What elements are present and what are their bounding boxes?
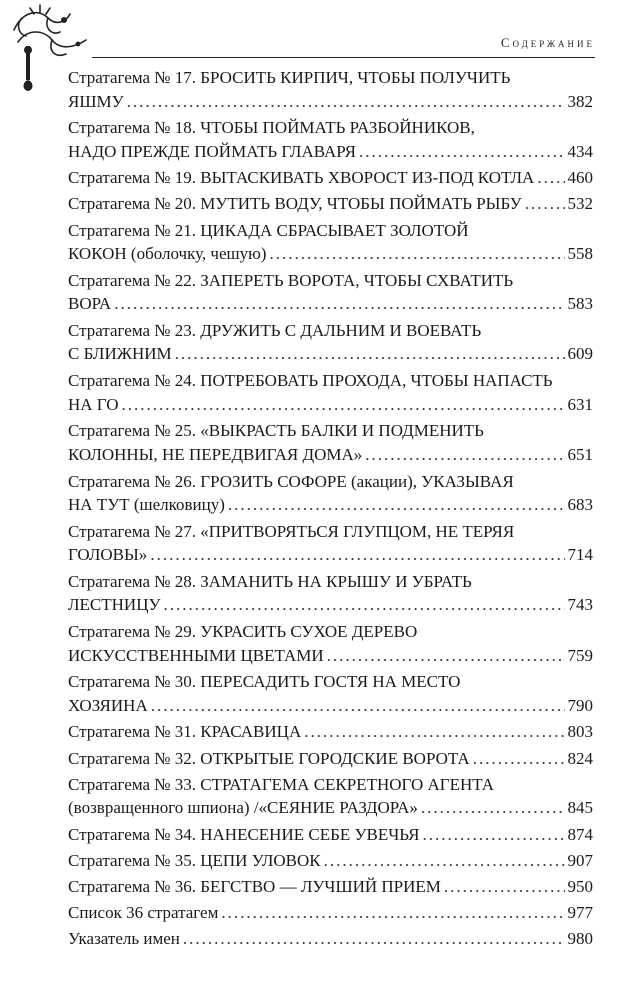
toc-page-number: 434 [567,141,593,161]
toc-entry-30[interactable] [68,670,593,717]
toc-entry-title: Стратагема № 26. ГРОЗИТЬ СОФОРЕ (акации), УКАЗЫВАЯ [68,471,514,491]
toc-page-number: 950 [567,877,593,896]
toc-page-number: 558 [567,244,593,264]
leader-dots [151,694,565,718]
toc-entry-28[interactable] [68,570,593,617]
toc-entry-26[interactable] [68,470,593,517]
toc-page-number: 874 [567,824,593,844]
toc-entry-32[interactable] [68,747,593,771]
leader-dots [183,927,565,951]
leader-dots [327,644,565,668]
toc-entry-25[interactable] [68,419,593,466]
toc-page-number: 460 [567,168,593,188]
toc-entry-title: Стратагема № 20. МУТИТЬ ВОДУ, ЧТОБЫ ПОЙМАТЬ РЫБУ [68,194,522,214]
leader-dots [473,747,565,771]
toc-entry-title: Стратагема № 32. ОТКРЫТЫЕ ГОРОДСКИЕ ВОРОТА [68,748,470,768]
toc-entry-title-continued: ИСКУССТВЕННЫМИ ЦВЕТАМИ [68,645,324,665]
toc-entry-title-continued: ВОРА [68,294,112,314]
toc-entry-34[interactable] [68,823,593,847]
toc-page-number: 583 [567,294,593,314]
toc-entry-24[interactable] [68,369,593,416]
toc-entry-23[interactable] [68,319,593,366]
toc-page-number: 382 [567,91,593,111]
toc-page-number: 907 [567,850,593,870]
toc-entry-22[interactable] [68,269,593,316]
toc-entry-18[interactable] [68,116,593,163]
toc-page-number: 977 [567,903,593,923]
toc-entry-35[interactable] [68,849,593,873]
toc-entry-21[interactable] [68,219,593,266]
toc-entry-list-of-stratagems[interactable] [68,901,593,925]
toc-entry-title: Стратагема № 25. «ВЫКРАСТЬ БАЛКИ И ПОДМЕНИТЬ [68,421,484,441]
toc-entry-title: Стратагема № 29. УКРАСИТЬ СУХОЕ ДЕРЕВО [68,622,418,642]
leader-dots [525,192,565,216]
table-of-contents [68,66,593,953]
toc-entry-title: Стратагема № 18. ЧТОБЫ ПОЙМАТЬ РАЗБОЙНИКОВ, [68,118,475,138]
leader-dots [221,901,564,925]
toc-page-number: 532 [567,194,593,214]
toc-page-number: 651 [567,444,593,464]
toc-entry-title-continued: ГОЛОВЫ» [68,545,148,565]
toc-entry-title-continued: ЛЕСТНИЦУ [68,595,161,615]
leader-dots [444,875,565,899]
toc-entry-19[interactable] [68,166,593,190]
leader-dots [127,90,565,114]
leader-dots [164,593,565,617]
toc-entry-33[interactable] [68,773,593,820]
toc-entry-title: Стратагема № 27. «ПРИТВОРЯТЬСЯ ГЛУПЦОМ, НЕ ТЕРЯЯ [68,521,515,541]
leader-dots [150,543,564,567]
toc-page-number: 824 [567,748,593,768]
toc-entry-title: Стратагема № 21. ЦИКАДА СБРАСЫВАЕТ ЗОЛОТОЙ [68,220,469,240]
toc-entry-title-continued: НА ГО [68,394,119,414]
leader-dots [304,720,564,744]
toc-entry-title-continued: ЯШМУ [68,91,124,111]
leader-dots [114,292,564,316]
toc-entry-29[interactable] [68,620,593,667]
toc-entry-title: Стратагема № 35. ЦЕПИ УЛОВОК [68,850,321,870]
toc-entry-title: Список 36 стратагем [68,903,219,923]
toc-entry-title: Стратагема № 22. ЗАПЕРЕТЬ ВОРОТА, ЧТОБЫ СХВАТИТЬ [68,270,514,290]
toc-entry-17[interactable] [68,66,593,113]
leader-dots [537,166,564,190]
leader-dots [324,849,565,873]
toc-entry-20[interactable] [68,192,593,216]
toc-entry-title: Стратагема № 31. КРАСАВИЦА [68,722,302,742]
toc-entry-title-continued: НАДО ПРЕЖДЕ ПОЙМАТЬ ГЛАВАРЯ [68,141,357,161]
toc-entry-title: Стратагема № 33. СТРАТАГЕМА СЕКРЕТНОГО АГЕНТА [68,774,495,794]
toc-page-number: 631 [567,394,593,414]
toc-page-number: 980 [567,929,593,949]
toc-entry-title: Стратагема № 19. ВЫТАСКИВАТЬ ХВОРОСТ ИЗ-ПОД КОТЛА [68,168,535,188]
leader-dots [228,493,565,517]
toc-entry-title: Стратагема № 24. ПОТРЕБОВАТЬ ПРОХОДА, ЧТОБЫ НАПАСТЬ [68,371,553,391]
toc-entry-title-continued: ХОЗЯИНА [68,695,148,715]
leader-dots [421,796,565,820]
toc-entry-36[interactable] [68,875,593,899]
leader-dots [359,140,564,164]
toc-page-number: 609 [567,344,593,364]
toc-entry-title: Стратагема № 17. БРОСИТЬ КИРПИЧ, ЧТОБЫ ПОЛУЧИТЬ [68,68,511,87]
toc-entry-title: Стратагема № 30. ПЕРЕСАДИТЬ ГОСТЯ НА МЕСТО [68,672,461,692]
toc-entry-title-continued: (возвращенного шпиона) /«СЕЯНИЕ РАЗДОРА» [68,798,418,818]
running-header-title: Содержание [500,35,595,50]
toc-entry-title: Стратагема № 34. НАНЕСЕНИЕ СЕБЕ УВЕЧЬЯ [68,824,420,844]
toc-entry-title: Стратагема № 28. ЗАМАНИТЬ НА КРЫШУ И УБРАТЬ [68,571,472,591]
toc-page-number: 759 [567,645,593,665]
toc-entry-title-continued: С БЛИЖНИМ [68,344,172,364]
toc-page-number: 845 [567,798,593,818]
toc-entry-title: Стратагема № 36. БЕГСТВО — ЛУЧШИЙ ПРИЕМ [68,877,441,896]
leader-dots [269,242,564,266]
toc-entry-31[interactable] [68,720,593,744]
leader-dots [122,393,565,417]
leader-dots [175,342,565,366]
toc-page-number: 803 [567,722,593,742]
toc-entry-title: Стратагема № 23. ДРУЖИТЬ С ДАЛЬНИМ И ВОЕВАТЬ [68,320,482,340]
toc-entry-title: Указатель имен [68,929,180,949]
leader-dots [423,823,565,847]
toc-entry-title-continued: КОКОН (оболочку, чешую) [68,244,267,264]
toc-entry-name-index[interactable] [68,927,593,951]
toc-entry-title-continued: КОЛОННЫ, НЕ ПЕРЕДВИГАЯ ДОМА» [68,444,363,464]
toc-entry-title-continued: НА ТУТ (шелковицу) [68,495,225,514]
toc-entry-27[interactable] [68,520,593,567]
toc-page-number: 790 [567,695,593,715]
toc-page-number: 714 [567,545,593,565]
leader-dots [365,443,564,467]
toc-page-number: 683 [567,495,593,514]
header-rule [92,57,595,58]
toc-page-number: 743 [567,595,593,615]
